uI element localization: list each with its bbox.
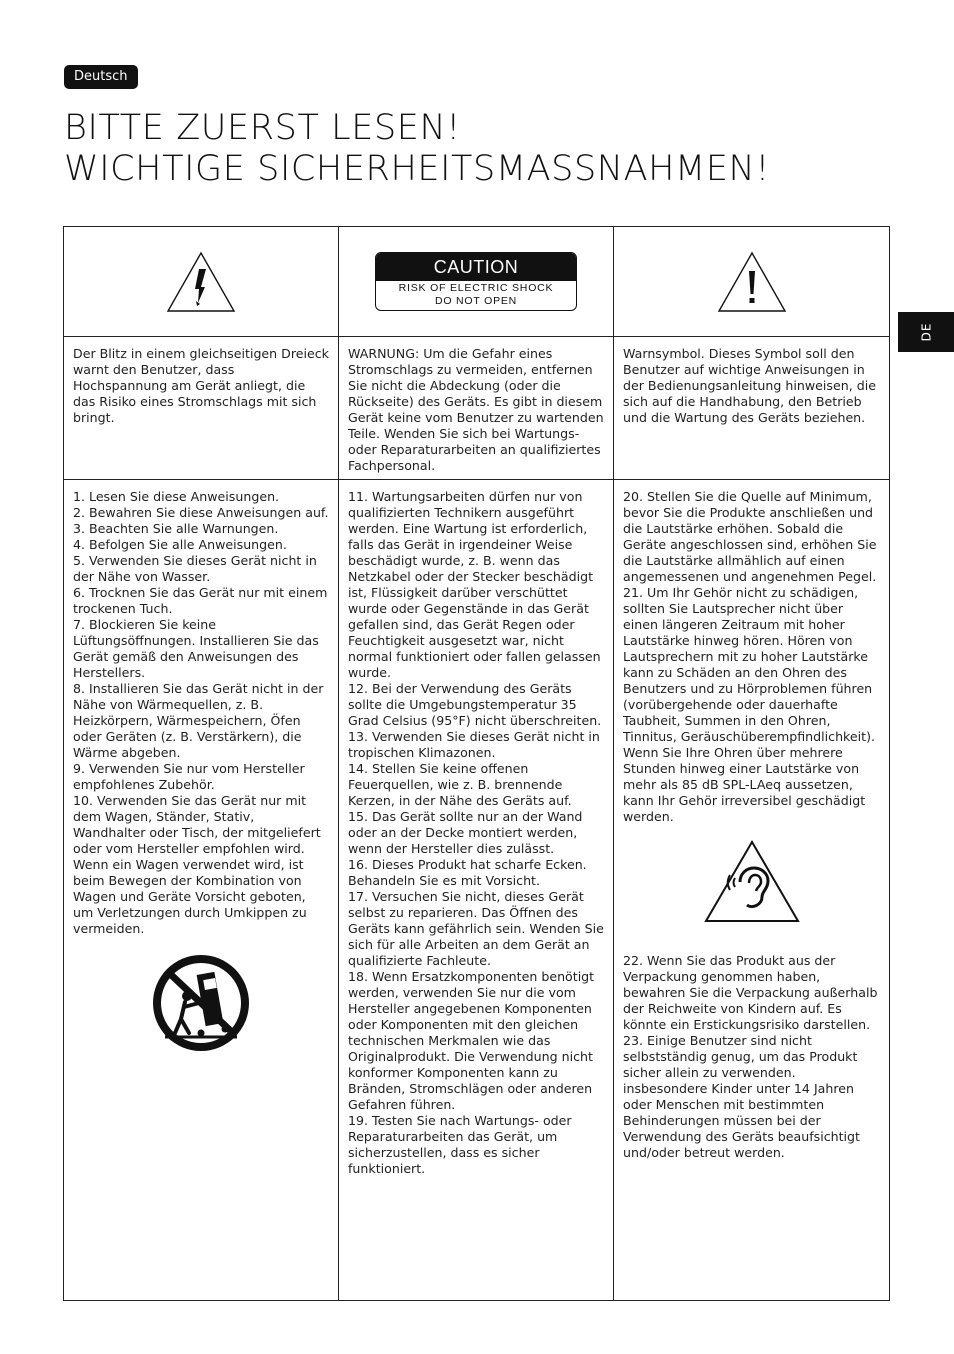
description-cell-1 — [64, 337, 339, 480]
instruction-item: 12. Bei der Verwendung des Geräts sollte die Umgebungstemperatur 35 Grad Celsius (95°F) nicht überschreiten. — [348, 681, 602, 728]
instruction-item: 8. Installieren Sie das Gerät nicht in der Nähe von Wärmequellen, z. B. Heizkörpern, Wärmespeichern, Öfen oder Geräten (z. B. Verstärkern), die Wärme abgeben. — [73, 681, 324, 760]
instruction-item: 6. Trocknen Sie das Gerät nur mit einem trockenen Tuch. — [73, 585, 328, 616]
instruction-item: 14. Stellen Sie keine offenen Feuerquellen, wie z. B. brennende Kerzen, in der Nähe des Geräts auf. — [348, 761, 572, 808]
caution-subtext: RISK OF ELECTRIC SHOCK DO NOT OPEN — [398, 281, 554, 307]
description-text-3: Warnsymbol. Dieses Symbol soll den Benutzer auf wichtige Anweisungen in der Bedienungsanleitung hinweisen, die sich auf die Handhabung, den Betrieb und die Wartung des Geräts beziehen. — [623, 346, 876, 425]
description-row — [64, 337, 890, 480]
safety-table — [63, 226, 890, 1301]
instructions-list-2 — [339, 480, 613, 1177]
instruction-item: 15. Das Gerät sollte nur an der Wand oder an der Decke montiert werden, wenn der Hersteller dies zulässt. — [348, 809, 583, 856]
instruction-item: 9. Verwenden Sie nur vom Hersteller empfohlenes Zubehör. — [73, 761, 305, 792]
instruction-item: 18. Wenn Ersatzkomponenten benötigt werden, verwenden Sie nur die vom Hersteller angegebenen Komponenten oder Komponenten mit den gleichen technischen Merkmalen wie das Originalprodukt. Die Verwendung nicht konformer Komponenten kann zu Bränden, Stromschlägen oder anderen Gefahren führen. — [348, 969, 595, 1112]
instruction-item: 4. Befolgen Sie alle Anweisungen. — [73, 537, 287, 552]
instruction-item: 20. Stellen Sie die Quelle auf Minimum, bevor Sie die Produkte anschließen und die Lautstärke erhöhen. Sobald die Geräte angeschlossen sind, erhöhen Sie die Lautstärke allmählich auf einen angemessenen und angenehmen Pegel. — [623, 489, 877, 584]
symbol-cell-exclamation — [614, 227, 890, 337]
instructions-list-1 — [64, 480, 338, 937]
cart-tip-over-warning-icon — [151, 953, 251, 1053]
description-cell-3 — [614, 337, 890, 480]
instruction-item: 13. Verwenden Sie dieses Gerät nicht in tropischen Klimazonen. — [348, 729, 600, 760]
lightning-triangle-icon — [166, 251, 236, 313]
instructions-cell-3 — [614, 480, 890, 1301]
side-tab-label: DE — [918, 322, 933, 342]
instruction-item: 23. Einige Benutzer sind nicht selbstständig genug, um das Produkt sicher allein zu verwenden. insbesondere Kinder unter 14 Jahren oder Menschen mit bestimmten Behinderungen müssen bei der Verwendung des Geräts beaufsichtigt und/oder betreut werden. — [623, 1033, 860, 1160]
instructions-cell-2 — [339, 480, 614, 1301]
instruction-item: 16. Dieses Produkt hat scharfe Ecken. Behandeln Sie es mit Vorsicht. — [348, 857, 587, 888]
page-title — [64, 108, 770, 190]
page-title-line-2: WICHTIGE SICHERHEITSMASSNAHMEN! — [64, 149, 770, 189]
instruction-item: 22. Wenn Sie das Produkt aus der Verpackung genommen haben, bewahren Sie die Verpackung außerhalb der Reichweite von Kindern auf. Es könnte ein Erstickungsrisiko darstellen. — [623, 953, 878, 1032]
instruction-item: 19. Testen Sie nach Wartungs- oder Reparaturarbeiten das Gerät, um sicherzustellen, dass es sicher funktioniert. — [348, 1113, 572, 1176]
instructions-list-3-top — [614, 480, 889, 825]
instruction-item: 3. Beachten Sie alle Warnungen. — [73, 521, 279, 536]
instructions-cell-1 — [64, 480, 339, 1301]
caution-label-icon — [375, 252, 577, 311]
symbol-cell-caution — [339, 227, 614, 337]
description-text-1: Der Blitz in einem gleichseitigen Dreieck warnt den Benutzer, dass Hochspannung am Gerät anliegt, die das Risiko eines Stromschlags mit sich bringt. — [73, 346, 329, 425]
language-badge: Deutsch — [64, 65, 138, 89]
instruction-item: 17. Versuchen Sie nicht, dieses Gerät selbst zu reparieren. Das Öffnen des Geräts kann gefährlich sein. Wenden Sie sich für alle Arbeiten an dem Gerät an qualifizierte Fachleute. — [348, 889, 604, 968]
exclamation-triangle-icon — [717, 251, 787, 313]
instructions-row — [64, 480, 890, 1301]
instruction-item: 5. Verwenden Sie dieses Gerät nicht in der Nähe von Wasser. — [73, 553, 317, 584]
page-title-line-1: BITTE ZUERST LESEN! — [64, 108, 461, 148]
description-cell-2 — [339, 337, 614, 480]
instruction-item: 21. Um Ihr Gehör nicht zu schädigen, sollten Sie Lautsprecher nicht über einen längeren Zeitraum mit hoher Lautstärke hinweg hören. Hören von Lautsprechern mit zu hoher Lautstärke kann zu Schäden an den Ohren des Benutzers und zu Hörproblemen führen (vorübergehende oder dauerhafte Taubheit, Summen in den Ohren, Tinnitus, Geräuschüberempfindlichkeit). Wenn Sie Ihre Ohren über mehrere Stunden hinweg einer Lautstärke von mehr als 85 dB SPL-LAeq aussetzen, kann Ihr Gehör irreversibel geschädigt werden. — [623, 585, 875, 824]
instruction-item: 1. Lesen Sie diese Anweisungen. — [73, 489, 280, 504]
instructions-list-3-bottom — [614, 925, 889, 1161]
symbol-cell-lightning — [64, 227, 339, 337]
symbol-row — [64, 227, 890, 337]
instruction-item: 2. Bewahren Sie diese Anweisungen auf. — [73, 505, 329, 520]
description-text-2: WARNUNG: Um die Gefahr eines Stromschlags zu vermeiden, entfernen Sie nicht die Abdeckung (oder die Rückseite) des Geräts. Es gibt in diesem Gerät keine vom Benutzer zu wartenden Teile. Wenden Sie sich bei Wartungs- oder Reparaturarbeiten an qualifiziertes Fachpersonal. — [348, 346, 604, 473]
language-side-tab — [898, 312, 954, 352]
hearing-damage-warning-icon — [702, 839, 802, 925]
instruction-item: 10. Verwenden Sie das Gerät nur mit dem Wagen, Ständer, Stativ, Wandhalter oder Tisch, der mitgeliefert oder vom Hersteller empfohlen wird. Wenn ein Wagen verwendet wird, ist beim Bewegen der Kombination von Wagen und Geräte Vorsicht geboten, um Verletzungen durch Umkippen zu vermeiden. — [73, 793, 321, 936]
caution-heading: CAUTION — [376, 253, 576, 281]
instruction-item: 7. Blockieren Sie keine Lüftungsöffnungen. Installieren Sie das Gerät gemäß den Anweisungen des Herstellers. — [73, 617, 319, 680]
instruction-item: 11. Wartungsarbeiten dürfen nur von qualifizierten Technikern ausgeführt werden. Eine Wartung ist erforderlich, falls das Gerät in irgendeiner Weise beschädigt wurde, z. B. wenn das Netzkabel oder der Stecker beschädigt ist, Flüssigkeit darüber verschüttet wurde oder Gegenstände in das Gerät gefallen sind, das Gerät Regen oder Feuchtigkeit ausgesetzt war, nicht normal funktioniert oder fallen gelassen wurde. — [348, 489, 601, 680]
